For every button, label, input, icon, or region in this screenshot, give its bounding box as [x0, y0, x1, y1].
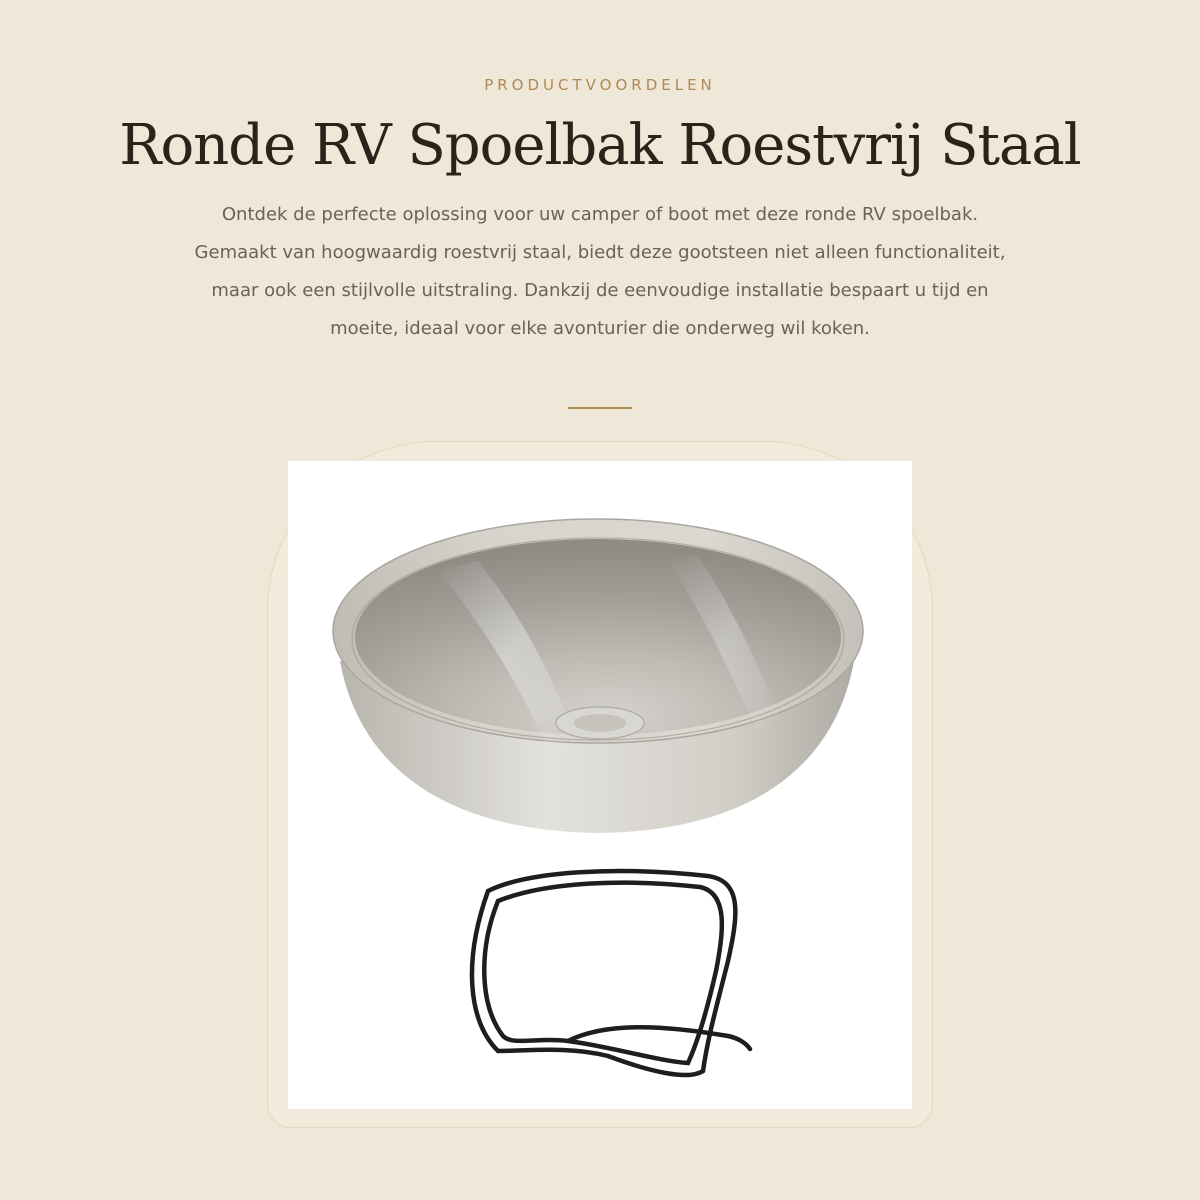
- product-description: Ontdek de perfecte oplossing voor uw camper of boot met deze ronde RV spoelbak. Gemaakt van hoogwaardig roestvrij staal, biedt deze gootsteen niet alleen functionaliteit, maar ook een stijlvolle uitstraling. Dankzij de eenvoudige installatie bespaart u tijd en moeite, ideaal voor elke avonturier die onderweg wil koken.: [194, 204, 1006, 339]
- page-title: Ronde RV Spoelbak Roestvrij Staal: [119, 113, 1081, 178]
- eyebrow-label: PRODUCTVOORDELEN: [484, 76, 716, 94]
- sink-illustration: [288, 461, 912, 1109]
- rubber-seal-cord: [472, 871, 750, 1075]
- title-divider: [568, 407, 632, 409]
- product-photo: [288, 461, 912, 1109]
